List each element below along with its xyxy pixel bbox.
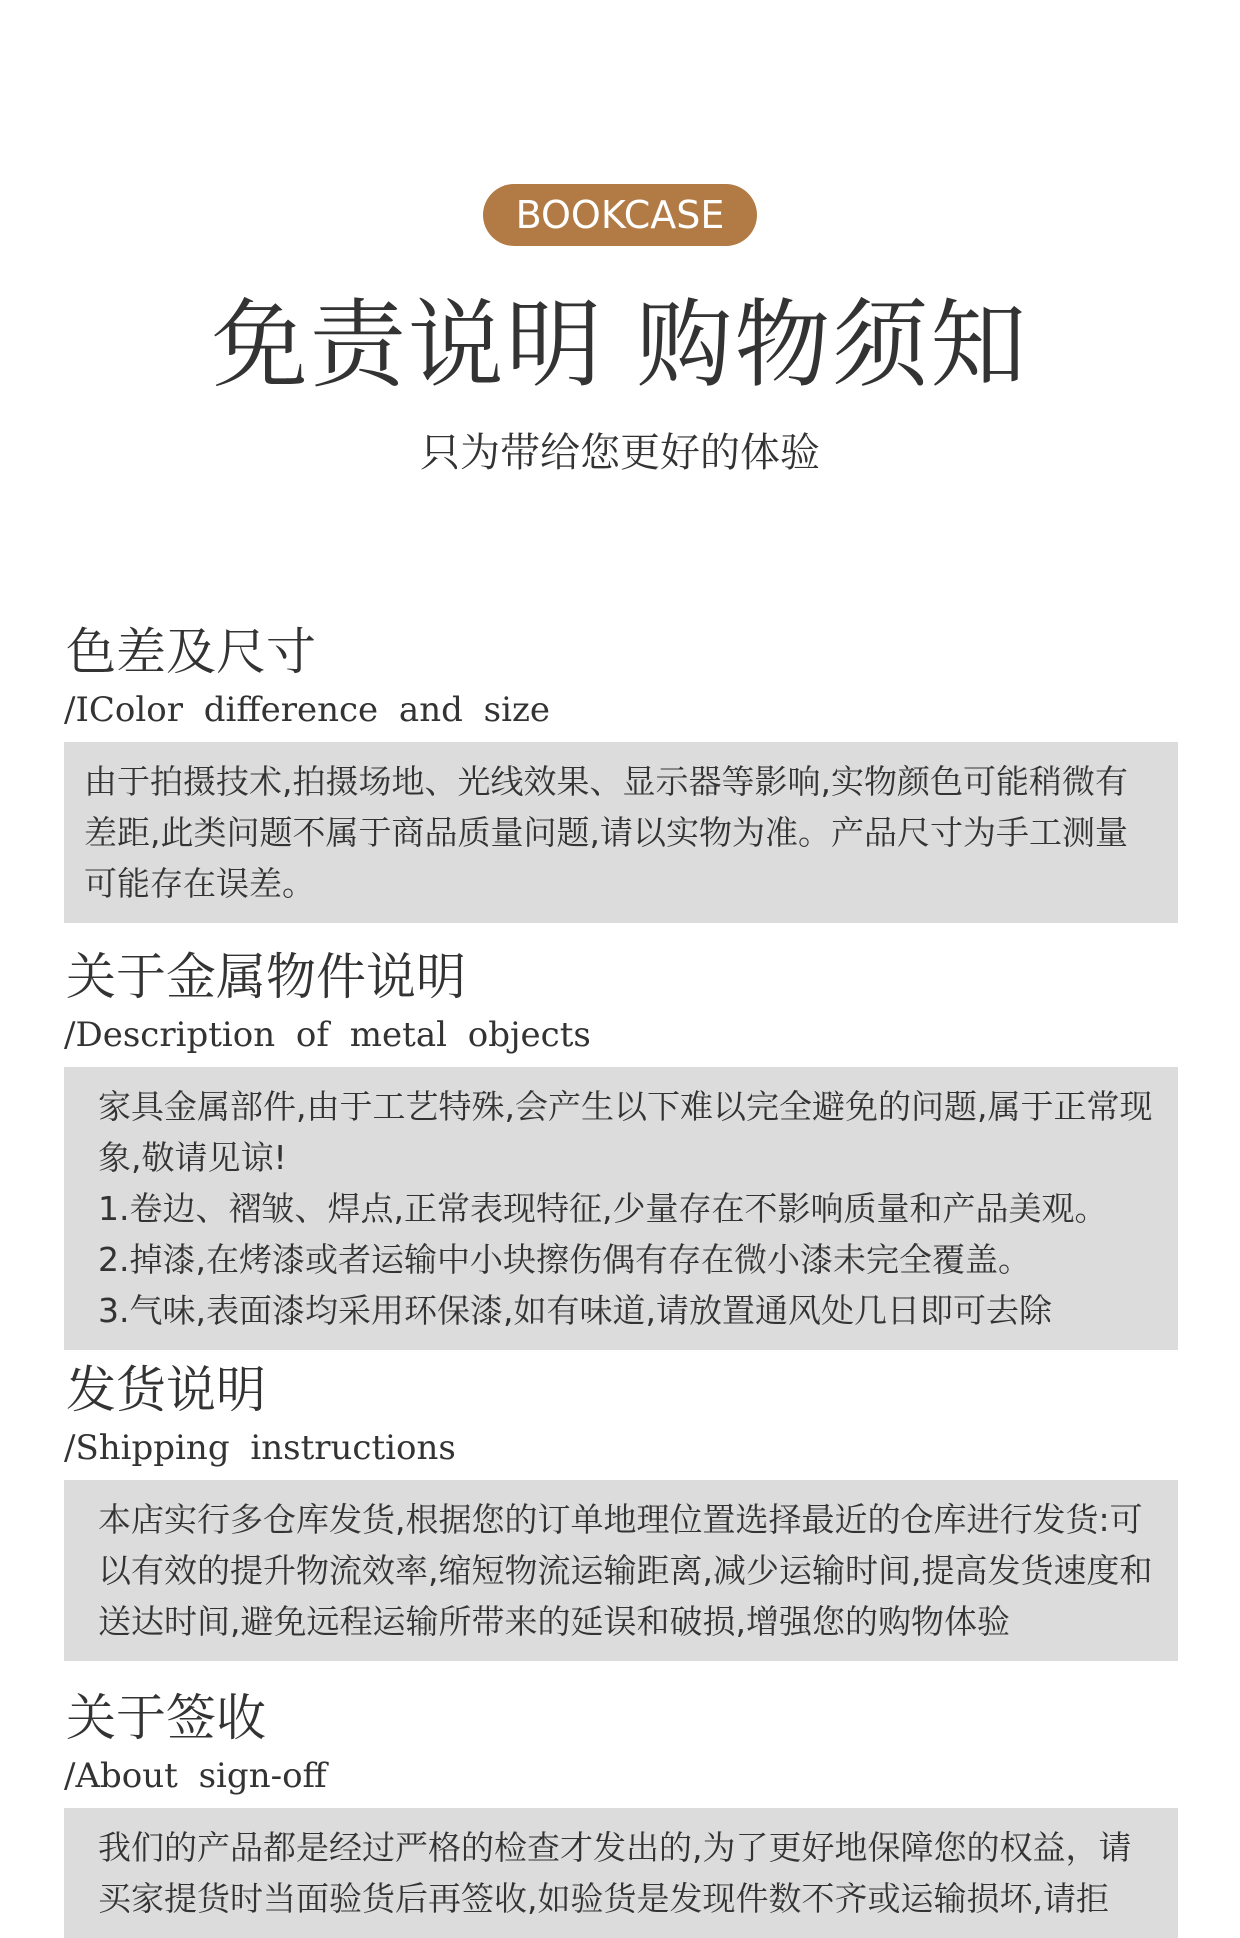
section-list-item: 3.气味,表面漆均采用环保漆,如有味道,请放置通风处几日即可去除 <box>98 1291 1052 1330</box>
section-list-item: 1.卷边、褶皱、焊点,正常表现特征,少量存在不影响质量和产品美观。 <box>98 1189 1108 1228</box>
section-title: 关于签收 <box>66 1689 266 1747</box>
bookcase-badge: BOOKCASE <box>483 184 757 246</box>
page-title: 免责说明 购物须知 <box>211 289 1029 401</box>
page-header <box>0 0 1240 520</box>
section-shipping <box>64 1358 1178 1661</box>
section-paragraph: 由于拍摄技术,拍摄场地、光线效果、显示器等影响,实物颜色可能稍微有差距,此类问题不属于商品质量问题,请以实物为准。产品尺寸为手工测量可能存在误差。 <box>84 762 1128 903</box>
section-title: 色差及尺寸 <box>66 623 316 681</box>
section-content-box <box>64 1067 1178 1350</box>
section-content-box <box>64 742 1178 923</box>
page-subtitle: 只为带给您更好的体验 <box>420 430 820 476</box>
section-list-item: 2.掉漆,在烤漆或者运输中小块擦伤偶有存在微小漆未完全覆盖。 <box>98 1240 1031 1279</box>
section-content-box <box>64 1480 1178 1661</box>
section-color-size <box>64 620 1178 923</box>
section-metal-objects <box>64 945 1178 1350</box>
section-sign-off <box>64 1686 1178 1938</box>
section-content-box <box>64 1808 1178 1938</box>
section-paragraph: 家具金属部件,由于工艺特殊,会产生以下难以完全避免的问题,属于正常现象,敬请见谅! <box>98 1087 1153 1177</box>
section-subtitle-en: /IColor difference and size <box>64 690 551 730</box>
section-subtitle-en: /About sign-off <box>64 1756 327 1796</box>
section-paragraph: 我们的产品都是经过严格的检查才发出的,为了更好地保障您的权益，请买家提货时当面验货后再签收,如验货是发现件数不齐或运输损坏,请拒 <box>98 1828 1132 1918</box>
section-title: 关于金属物件说明 <box>66 948 466 1006</box>
section-subtitle-en: /Description of metal objects <box>64 1015 591 1055</box>
section-paragraph: 本店实行多仓库发货,根据您的订单地理位置选择最近的仓库进行发货:可以有效的提升物流效率,缩短物流运输距离,减少运输时间,提高发货速度和送达时间,避免远程运输所带来的延误和破损,增强您的购物体验 <box>98 1500 1153 1641</box>
section-title: 发货说明 <box>66 1361 266 1419</box>
section-subtitle-en: /Shipping instructions <box>64 1428 456 1468</box>
